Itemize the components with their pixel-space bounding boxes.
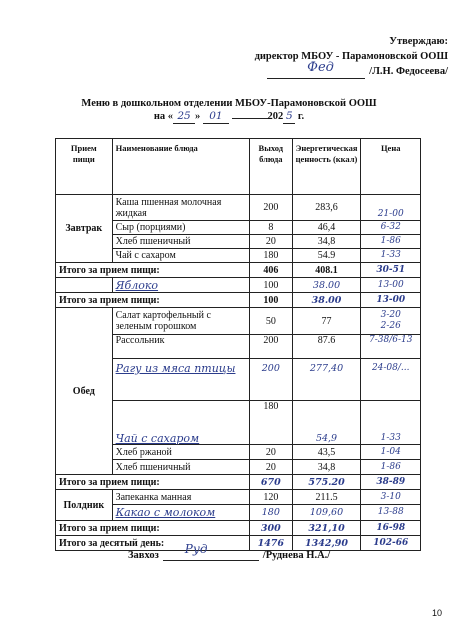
energy-cell: 54.9 (292, 249, 361, 263)
footer-name: /Руднева Н.А./ (262, 550, 331, 561)
total-row (56, 521, 421, 536)
price-cell: 1-86 (361, 235, 421, 249)
energy-cell: 211.5 (292, 490, 361, 505)
portion-cell: 180 (250, 249, 293, 263)
dish-cell: Салат картофельный с зеленым горошком (112, 308, 249, 335)
dish-cell: Хлеб пшеничный (112, 460, 249, 475)
header-meal: Прием пищи (56, 139, 113, 195)
header-portion: Выход блюда (250, 139, 293, 195)
price-cell: 21-00 (361, 195, 421, 221)
price-cell: 1-33 (361, 401, 421, 445)
table-row (56, 490, 421, 505)
total-portion: 100 (250, 293, 293, 308)
price-line-2: 2-26 (380, 321, 401, 331)
energy-cell: 34,8 (292, 235, 361, 249)
header-dish: Наименование блюда (112, 139, 249, 195)
total-portion: 406 (250, 263, 293, 278)
dish-cell: Запеканка манная (112, 490, 249, 505)
dish-cell: Хлеб ржаной (112, 445, 249, 460)
total-energy: 321,10 (292, 521, 361, 536)
total-row (56, 263, 421, 278)
total-price: 16-98 (361, 521, 421, 536)
energy-cell: 77 (292, 308, 361, 335)
header-price: Цена (361, 139, 421, 195)
energy-cell: 283,6 (292, 195, 361, 221)
energy-cell: 34,8 (292, 460, 361, 475)
energy-cell: 43,5 (292, 445, 361, 460)
total-energy: 575.20 (292, 475, 361, 490)
supply-signature-line (163, 542, 259, 561)
total-energy: 38.00 (292, 293, 361, 308)
total-row (56, 293, 421, 308)
energy-cell: 277,40 (292, 359, 361, 401)
portion-cell: 200 (250, 335, 293, 359)
total-label: Итого за прием пищи: (56, 475, 250, 490)
header-energy: Энергетическая ценность (ккал) (292, 139, 361, 195)
energy-cell: 46,4 (292, 221, 361, 235)
energy-cell: 38.00 (292, 278, 361, 293)
approval-block (255, 34, 448, 79)
total-label: Итого за прием пищи: (56, 263, 250, 278)
dish-cell: Каша пшенная молочная жидкая (112, 195, 249, 221)
total-price: 13-00 (361, 293, 421, 308)
director-signature: Фед (307, 60, 334, 75)
date-prefix: на « (153, 111, 174, 122)
price-cell: 1-04 (361, 445, 421, 460)
meal-afternoon: Полдник (56, 490, 113, 521)
price-cell: 1-86 (361, 460, 421, 475)
day-total-portion: 1476 (250, 536, 293, 551)
portion-cell: 200 (250, 195, 293, 221)
portion-cell: 100 (250, 278, 293, 293)
dish-cell: Яблоко (112, 278, 249, 293)
price-cell: 6-32 (361, 221, 421, 235)
table-row (56, 278, 421, 293)
portion-cell: 180 (250, 505, 293, 521)
director-signature-line (267, 60, 365, 79)
total-label: Итого за прием пищи: (56, 293, 250, 308)
director-name: /Л.Н. Федосеева/ (369, 66, 448, 77)
approval-title: Утверждаю: (389, 36, 448, 47)
price-cell (361, 308, 421, 335)
dish-cell: Рагу из мяса птицы (112, 359, 249, 401)
table-row (56, 195, 421, 221)
portion-cell: 20 (250, 460, 293, 475)
meal-lunch: Обед (56, 308, 113, 475)
dish-cell: Какао с молоком (112, 505, 249, 521)
total-portion: 670 (250, 475, 293, 490)
table-row (56, 308, 421, 335)
total-energy: 408.1 (292, 263, 361, 278)
dish-cell: Хлеб пшеничный (112, 235, 249, 249)
meal-breakfast: Завтрак (56, 195, 113, 263)
total-portion: 300 (250, 521, 293, 536)
total-row (56, 475, 421, 490)
dish-cell: Сыр (порциями) (112, 221, 249, 235)
total-price: 38-89 (361, 475, 421, 490)
price-cell: 7-38/6-13 (361, 335, 421, 359)
date-year-prefix: 202 (267, 111, 284, 122)
menu-title (0, 97, 458, 124)
date-year-digit: 5 (283, 110, 295, 124)
portion-cell: 120 (250, 490, 293, 505)
portion-cell: 20 (250, 445, 293, 460)
energy-cell: 109,60 (292, 505, 361, 521)
dish-cell: Чай с сахаром (112, 401, 249, 445)
meal-empty (56, 278, 113, 293)
date-suffix: г. (295, 111, 305, 122)
date-day: 25 (173, 110, 195, 124)
price-cell: 13-88 (361, 505, 421, 521)
dish-cell: Рассольник (112, 335, 249, 359)
portion-cell: 200 (250, 359, 293, 401)
dish-cell: Чай с сахаром (112, 249, 249, 263)
supply-signature: Руд (184, 542, 208, 556)
portion-cell: 180 (250, 401, 293, 445)
price-cell: 24-08/... (361, 359, 421, 401)
approval-signature-row (255, 60, 448, 79)
energy-cell: 54,9 (292, 401, 361, 445)
approval-position: директор МБОУ - Парамоновской ООШ (254, 51, 448, 62)
menu-title-line: Меню в дошкольном отделении МБОУ-Парамоновской ООШ (81, 98, 377, 109)
portion-cell: 50 (250, 308, 293, 335)
date-blank (232, 118, 268, 119)
date-quote: » (195, 111, 201, 122)
menu-date (0, 110, 458, 124)
price-cell: 1-33 (361, 249, 421, 263)
price-cell: 13-00 (361, 278, 421, 293)
header-row (56, 139, 421, 195)
price-line-1: 3-20 (380, 310, 401, 320)
total-label: Итого за прием пищи: (56, 521, 250, 536)
date-month: 01 (203, 110, 229, 124)
portion-cell: 8 (250, 221, 293, 235)
day-total-energy: 1342,90 (292, 536, 361, 551)
menu-table (55, 138, 421, 551)
page-number: 10 (431, 608, 442, 618)
total-price: 30-51 (361, 263, 421, 278)
day-total-label: Итого за десятый день: (56, 536, 250, 551)
price-cell: 3-10 (361, 490, 421, 505)
footer-role: Завхоз (128, 550, 159, 561)
portion-cell: 20 (250, 235, 293, 249)
energy-cell: 87.6 (292, 335, 361, 359)
day-total-price: 102-66 (361, 536, 421, 551)
